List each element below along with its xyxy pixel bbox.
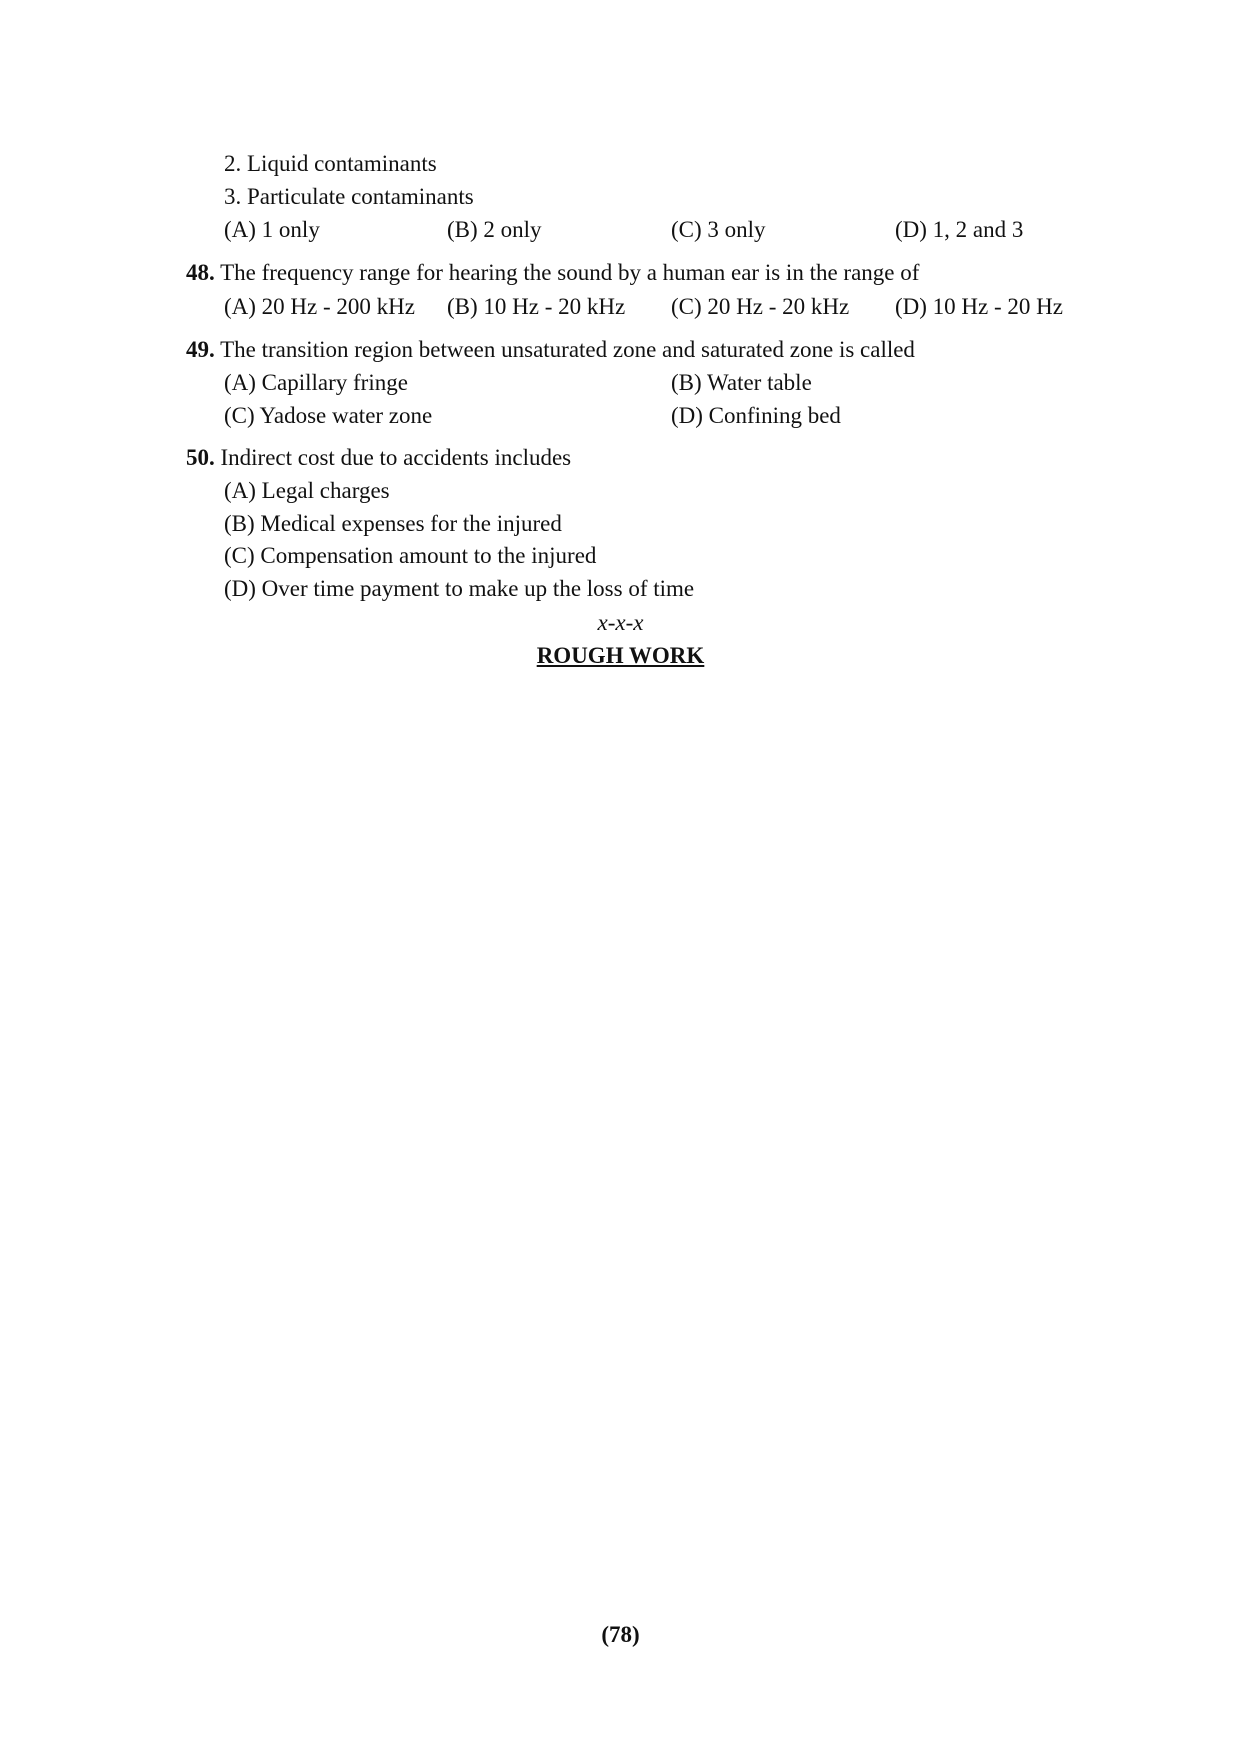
q47-option-a: (A) 1 only (224, 217, 320, 242)
q50-option-c: (C) Compensation amount to the injured (224, 543, 597, 568)
q49-option-c: (C) Yadose water zone (224, 403, 433, 428)
q49-text: The transition region between unsaturated zone and saturated zone is called (220, 337, 915, 362)
q49-number: 49. (186, 337, 215, 362)
q48-option-b: (B) 10 Hz - 20 kHz (447, 294, 626, 319)
q48-number: 48. (186, 260, 215, 285)
q48-option-a: (A) 20 Hz - 200 kHz (224, 294, 415, 319)
q50-option-a: (A) Legal charges (224, 478, 390, 503)
page-number: (78) (601, 1622, 640, 1647)
q49-option-d: (D) Confining bed (671, 403, 841, 428)
q49-question (186, 338, 915, 361)
q50-text: Indirect cost due to accidents includes (220, 445, 572, 470)
rough-work-heading: ROUGH WORK (536, 643, 705, 668)
q48-option-c: (C) 20 Hz - 20 kHz (671, 294, 850, 319)
q47-option-d: (D) 1, 2 and 3 (895, 217, 1024, 242)
q47-option-b: (B) 2 only (447, 217, 542, 242)
q47-statement-2: 2. Liquid contaminants (224, 151, 437, 176)
q50-option-d: (D) Over time payment to make up the loss of time (224, 576, 695, 601)
q47-option-c: (C) 3 only (671, 217, 766, 242)
ending-mark: x-x-x (597, 610, 644, 635)
q48-question (186, 261, 919, 284)
q49-option-b: (B) Water table (671, 370, 812, 395)
q47-statement-3: 3. Particulate contaminants (224, 184, 474, 209)
q50-option-b: (B) Medical expenses for the injured (224, 511, 562, 536)
q50-question (186, 446, 571, 469)
q49-option-a: (A) Capillary fringe (224, 370, 408, 395)
q48-text: The frequency range for hearing the sound by a human ear is in the range of (220, 260, 920, 285)
q50-number: 50. (186, 445, 215, 470)
q48-option-d: (D) 10 Hz - 20 Hz (895, 294, 1063, 319)
